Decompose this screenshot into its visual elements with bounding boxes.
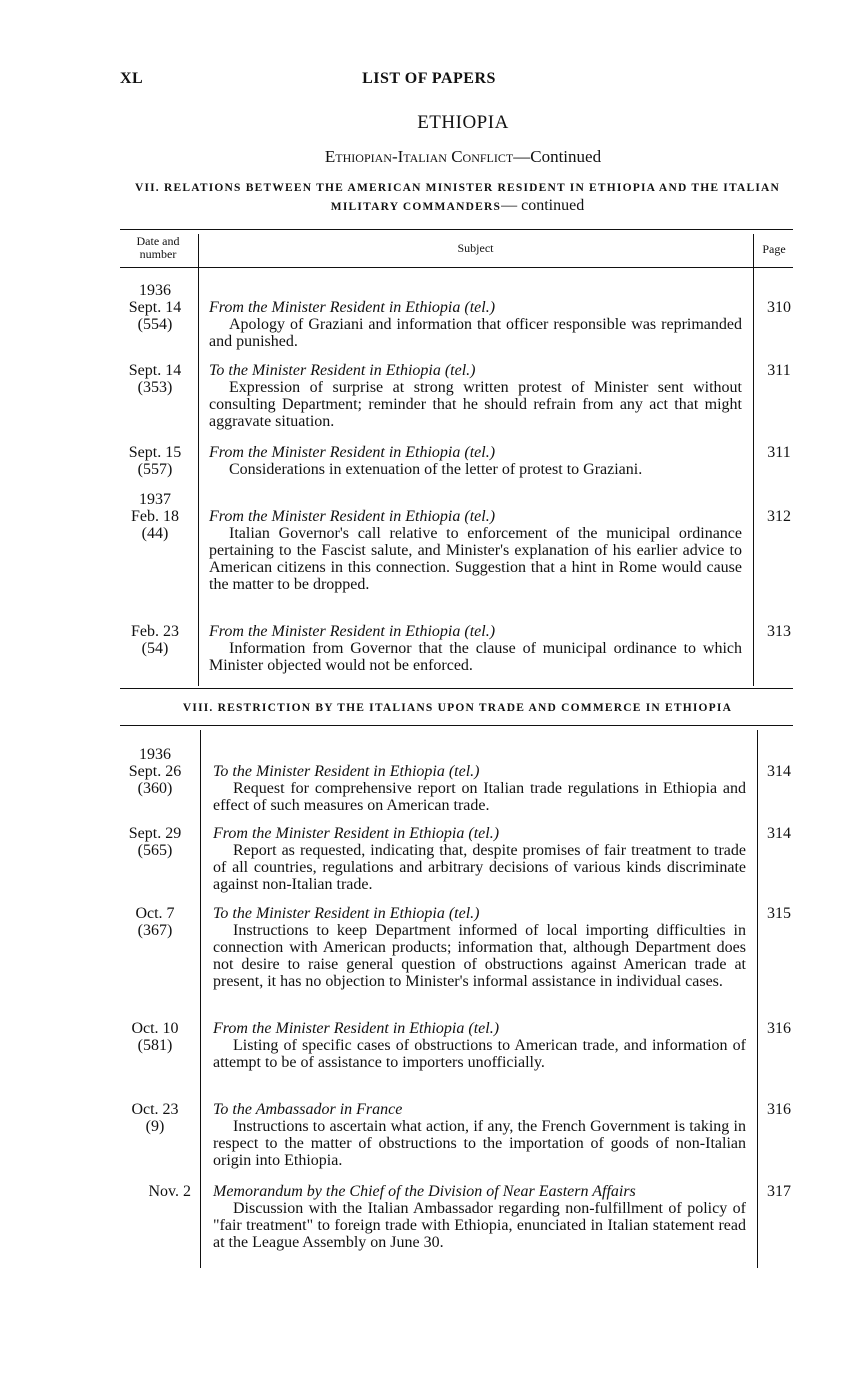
page-number: 310 xyxy=(767,299,791,316)
section-vii-title: VII. RELATIONS BETWEEN THE AMERICAN MINISTER RESIDENT IN ETHIOPIA AND THE ITALIAN MILITARY COMMANDERS xyxy=(134,182,781,213)
conflict-suffix: —Continued xyxy=(513,147,602,166)
section-viii-heading: VIII. RESTRICTION BY THE ITALIANS UPON TRADE AND COMMERCE IN ETHIOPIA xyxy=(182,702,733,714)
section-vii-heading xyxy=(120,180,795,216)
page-number: 314 xyxy=(767,763,791,780)
conflict-heading xyxy=(0,147,858,167)
column-divider-left xyxy=(200,730,201,1268)
folio: XL xyxy=(120,70,144,87)
section-vii-suffix: — continued xyxy=(501,197,585,214)
page-number: 314 xyxy=(767,825,791,842)
column-header-subject: Subject xyxy=(457,241,494,255)
column-header-date: Date and number xyxy=(136,234,180,261)
page-number: 315 xyxy=(767,905,791,922)
page-number: 313 xyxy=(767,623,791,640)
page-number: 311 xyxy=(767,362,791,379)
section-viii-rule xyxy=(120,725,793,726)
column-header-page: Page xyxy=(762,242,786,256)
page-number: 317 xyxy=(767,1183,791,1200)
page-number: 316 xyxy=(767,1101,791,1118)
page-number: 316 xyxy=(767,1020,791,1037)
table-header-rule xyxy=(120,267,793,268)
running-title: LIST OF PAPERS xyxy=(362,70,496,87)
section-rule xyxy=(120,688,793,689)
country-heading: ETHIOPIA xyxy=(417,112,509,133)
table-top-rule xyxy=(120,229,793,230)
conflict-title: Ethiopian-Italian Conflict xyxy=(324,147,514,166)
page-number: 311 xyxy=(767,444,791,461)
page-number: 312 xyxy=(767,508,791,525)
column-divider-left xyxy=(198,234,199,686)
